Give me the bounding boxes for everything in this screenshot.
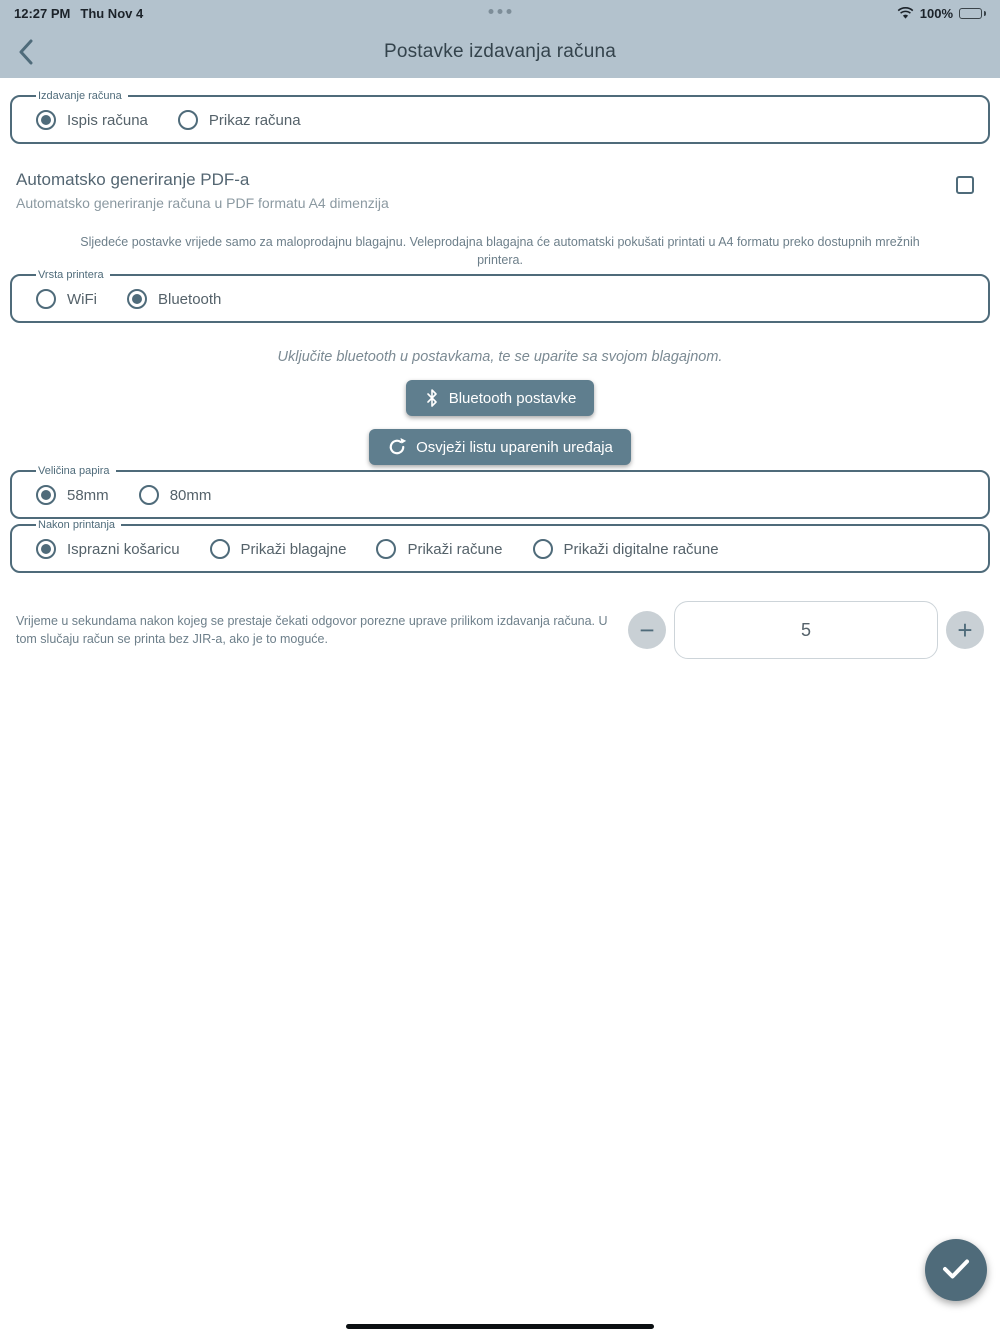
- printer-group-legend: Vrsta printera: [38, 269, 104, 282]
- radio-icon[interactable]: [210, 539, 230, 559]
- status-time: 12:27 PM: [14, 5, 71, 21]
- status-dots-icon: [489, 9, 512, 14]
- radio-icon[interactable]: [139, 485, 159, 505]
- radio-prikazi-blagajne[interactable]: [210, 539, 347, 559]
- top-chrome: [0, 0, 1000, 78]
- radio-label: Prikaži digitalne račune: [563, 540, 719, 558]
- after-print-group: [10, 519, 990, 573]
- refresh-paired-label: Osvježi listu uparenih uređaja: [416, 438, 613, 456]
- issue-group-legend: Izdavanje računa: [38, 90, 122, 102]
- radio-wifi[interactable]: [36, 289, 97, 309]
- confirm-fab[interactable]: [925, 1239, 987, 1301]
- after-print-group-legend: Nakon printanja: [38, 519, 116, 532]
- radio-prikaz-racuna[interactable]: [178, 110, 301, 130]
- wifi-icon: [897, 7, 914, 20]
- pdf-setting-subtitle: Automatsko generiranje računa u PDF formatu A4 dimenzija: [16, 195, 389, 211]
- decrement-button[interactable]: −: [628, 611, 666, 649]
- radio-label: Prikaži račune: [407, 540, 503, 558]
- radio-icon[interactable]: [127, 289, 147, 309]
- radio-icon[interactable]: [36, 110, 56, 130]
- paper-group-legend: Veličina papira: [38, 465, 110, 478]
- printer-note: Sljedeće postavke vrijede samo za maloprodajnu blagajnu. Veleprodajna blagajna će automatski pokušati printati u A4 formatu preko dostupnih mrežnih printera.: [80, 235, 920, 268]
- checkmark-icon: [942, 1258, 970, 1283]
- timeout-row: [16, 601, 984, 659]
- radio-ispis-racuna[interactable]: [36, 110, 148, 130]
- radio-bluetooth[interactable]: [127, 289, 221, 309]
- refresh-paired-button[interactable]: [369, 429, 631, 465]
- pdf-checkbox[interactable]: [956, 176, 974, 194]
- radio-label: 58mm: [67, 486, 109, 504]
- bluetooth-icon: [424, 388, 440, 408]
- page-title: Postavke izdavanja računa: [383, 41, 617, 62]
- status-bar: [0, 0, 1000, 26]
- home-indicator[interactable]: [346, 1324, 654, 1329]
- radio-label: WiFi: [67, 290, 97, 308]
- radio-icon[interactable]: [533, 539, 553, 559]
- radio-icon[interactable]: [36, 289, 56, 309]
- timeout-description: Vrijeme u sekundama nakon kojeg se prestaje čekati odgovor porezne uprave prilikom izdavanja računa. U tom slučaju račun se printa bez JIR-a, ako je to moguće.: [16, 613, 608, 647]
- battery-percent: 100%: [919, 5, 953, 21]
- radio-icon[interactable]: [376, 539, 396, 559]
- radio-label: Isprazni košaricu: [67, 540, 180, 558]
- issue-group: [10, 90, 990, 144]
- radio-label: 80mm: [169, 486, 212, 504]
- radio-label: Prikaz računa: [208, 111, 301, 129]
- radio-icon[interactable]: [36, 539, 56, 559]
- radio-label: Prikaži blagajne: [240, 540, 347, 558]
- paper-group: [10, 465, 990, 519]
- pdf-setting-row: [16, 170, 984, 211]
- pdf-setting-title: Automatsko generiranje PDF-a: [16, 170, 250, 189]
- bluetooth-settings-button[interactable]: [406, 380, 595, 416]
- refresh-icon: [387, 437, 407, 457]
- radio-58mm[interactable]: [36, 485, 109, 505]
- radio-isprazni-kosaricu[interactable]: [36, 539, 180, 559]
- radio-label: Ispis računa: [67, 111, 148, 129]
- radio-icon[interactable]: [36, 485, 56, 505]
- radio-prikazi-digitalne-racune[interactable]: [533, 539, 719, 559]
- timeout-input[interactable]: [674, 601, 938, 659]
- back-button[interactable]: [10, 36, 42, 68]
- bluetooth-settings-label: Bluetooth postavke: [448, 389, 577, 407]
- status-date: Thu Nov 4: [80, 5, 144, 21]
- battery-icon: [959, 8, 986, 19]
- increment-button[interactable]: +: [946, 611, 984, 649]
- radio-label: Bluetooth: [158, 290, 222, 308]
- nav-bar: [0, 26, 1000, 78]
- printer-group: [10, 269, 990, 323]
- radio-icon[interactable]: [178, 110, 198, 130]
- radio-80mm[interactable]: [139, 485, 212, 505]
- radio-prikazi-racune[interactable]: [376, 539, 502, 559]
- bluetooth-hint: Uključite bluetooth u postavkama, te se uparite sa svojom blagajnom.: [277, 349, 723, 366]
